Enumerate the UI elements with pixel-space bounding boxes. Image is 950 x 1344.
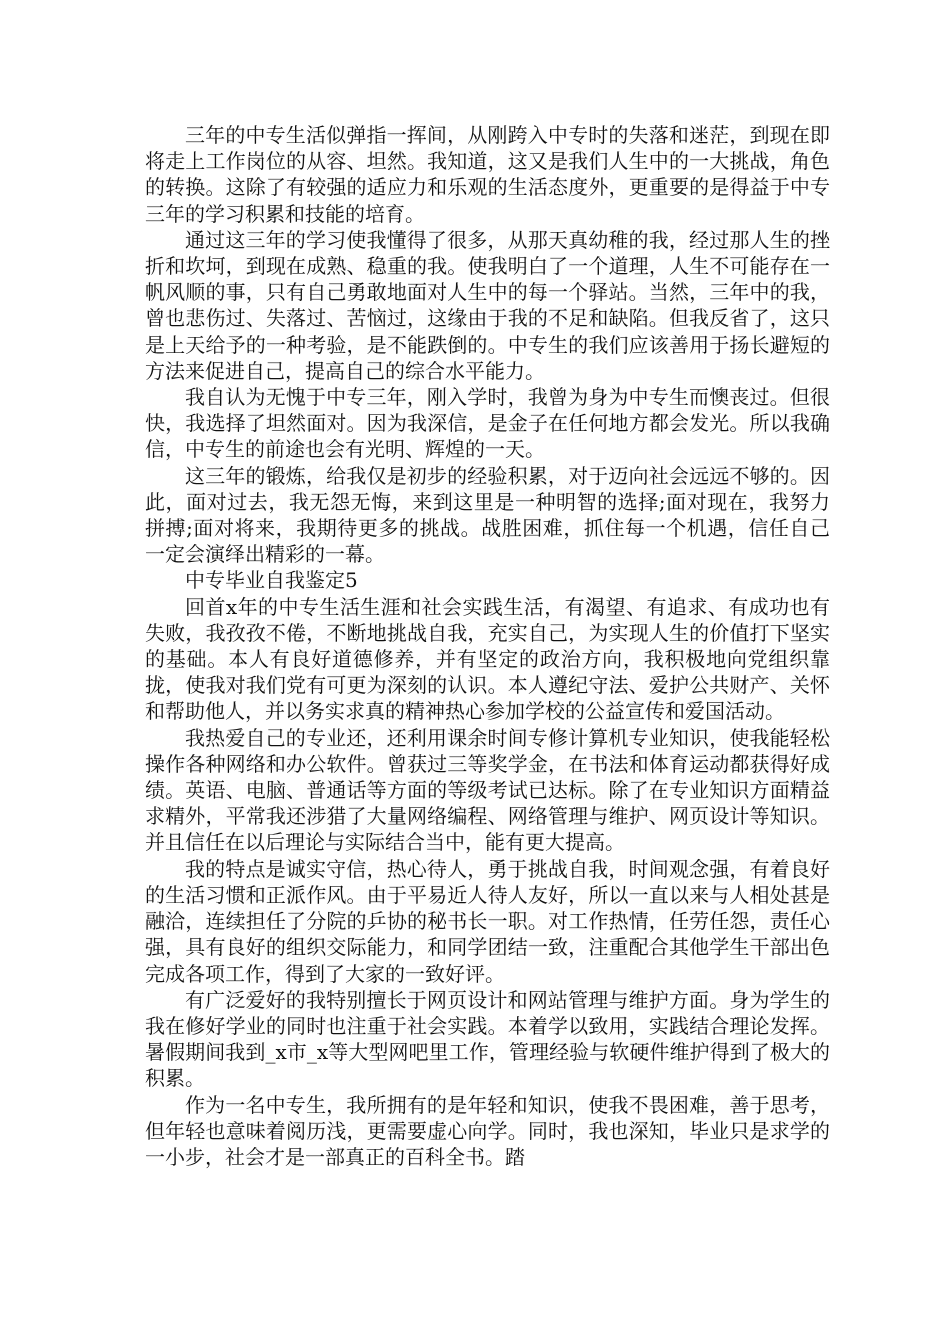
section-heading: 中专毕业自我鉴定5 (185, 568, 358, 593)
paragraph-3: 我自认为无愧于中专三年，刚入学时，我曾为身为中专生而懊丧过。但很快，我选择了坦然面对。因为我深信，是金子在任何地方都会发光。所以我确信，中专生的前途也会有光明、辉煌的一天。 (145, 385, 830, 462)
paragraph-6: 我热爱自己的专业还，还利用课余时间专修计算机专业知识，使我能轻松操作各种网络和办公软件。曾获过三等奖学金，在书法和体育运动都获得好成绩。英语、电脑、普通话等方面的等级考试已达标。除了在专业知识方面精益求精外，平常我还涉猎了大量网络编程、网络管理与维护、网页设计等知识。并且信任在以后理论与实际结合当中，能有更大提高。 (145, 725, 830, 855)
paragraph-1: 三年的中专生活似弹指一挥间，从刚跨入中专时的失落和迷茫，到现在即将走上工作岗位的从容、坦然。我知道，这又是我们人生中的一大挑战，角色的转换。这除了有较强的适应力和乐观的生活态度外，更重要的是得益于中专三年的学习积累和技能的培育。 (145, 123, 830, 226)
paragraph-4: 这三年的锻炼，给我仅是初步的经验积累，对于迈向社会远远不够的。因此，面对过去，我无怨无悔，来到这里是一种明智的选择;面对现在，我努力拼搏;面对将来，我期待更多的挑战。战胜困难，抓住每一个机遇，信任自己一定会演绎出精彩的一幕。 (145, 463, 830, 567)
paragraph-2: 通过这三年的学习使我懂得了很多，从那天真幼稚的我，经过那人生的挫折和坎坷，到现在成熟、稳重的我。使我明白了一个道理，人生不可能存在一帆风顺的事，只有自己勇敢地面对人生中的每一个驿站。当然，三年中的我，曾也悲伤过、失落过、苦恼过，这缘由于我的不足和缺陷。但我反省了，这只是上天给予的一种考验，是不能跌倒的。中专生的我们应该善用于扬长避短的方法来促进自己，提高自己的综合水平能力。 (145, 227, 830, 383)
paragraph-7: 我的特点是诚实守信，热心待人，勇于挑战自我，时间观念强，有着良好的生活习惯和正派作风。由于平易近人待人友好，所以一直以来与人相处甚是融洽，连续担任了分院的乒协的秘书长一职。对工作热情，任劳任怨，责任心强，具有良好的组织交际能力，和同学团结一致，注重配合其他学生干部出色完成各项工作，得到了大家的一致好评。 (145, 856, 830, 986)
document-body (145, 122, 830, 1170)
paragraph-9: 作为一名中专生，我所拥有的是年轻和知识，使我不畏困难，善于思考，但年轻也意味着阅历浅，更需要虚心向学。同时，我也深知，毕业只是求学的一小步，社会才是一部真正的百科全书。踏 (145, 1092, 830, 1169)
paragraph-5: 回首x年的中专生活生涯和社会实践生活，有渴望、有追求、有成功也有失败，我孜孜不倦，不断地挑战自我，充实自己，为实现人生的价值打下坚实的基础。本人有良好道德修养，并有坚定的政治方向，我积极地向党组织靠拢，使我对我们党有可更为深刻的认识。本人遵纪守法、爱护公共财产、关怀和帮助他人，并以务实求真的精神热心参加学校的公益宣传和爱国活动。 (145, 594, 830, 724)
paragraph-8: 有广泛爱好的我特别擅长于网页设计和网站管理与维护方面。身为学生的我在修好学业的同时也注重于社会实践。本着学以致用，实践结合理论发挥。暑假期间我到_x市_x等大型网吧里工作，管理经验与软硬件维护得到了极大的积累。 (145, 987, 830, 1091)
